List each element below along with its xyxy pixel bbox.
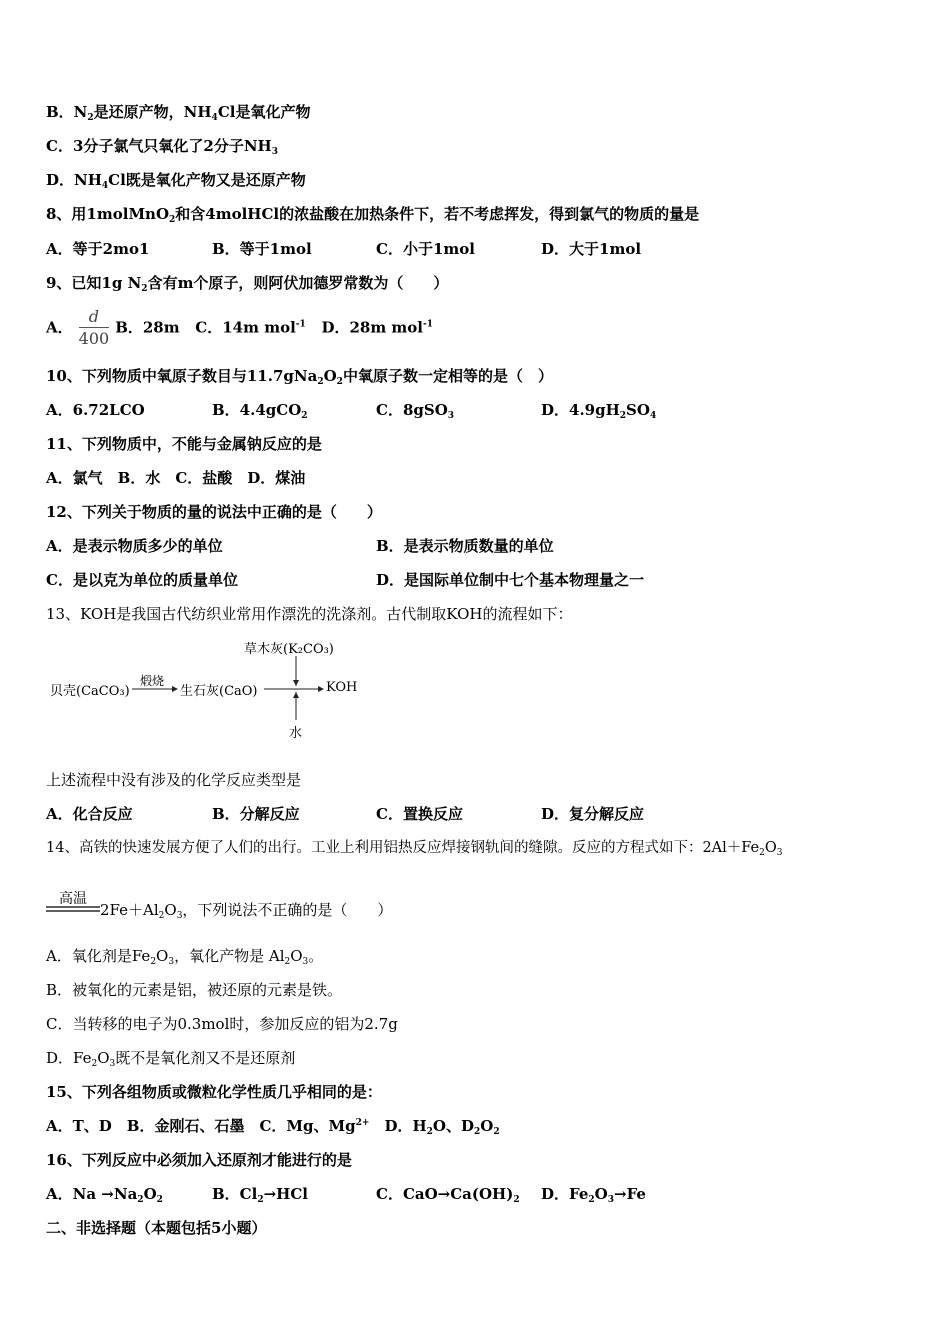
q8-option-d: D．大于1mol — [541, 240, 642, 258]
q13-option-b: B．分解反应 — [212, 805, 300, 823]
q7-option-b: B．$N_2$是还原产物，$NH_4Cl$是氧化产物 — [46, 103, 311, 123]
q11-stem: 11、下列物质中，不能与金属钠反应的是 — [46, 435, 322, 453]
q13-question: 上述流程中没有涉及的化学反应类型是 — [46, 771, 302, 789]
q8-option-c: C．小于1mol — [376, 240, 475, 258]
q14-option-d: D．$Fe_2O_3$既不是氧化剂又不是还原剂 — [46, 1049, 296, 1069]
q12-option-a: A．是表示物质多少的单位 — [46, 537, 223, 555]
q16-option-d: D．$Fe_2O_3\to Fe$ — [541, 1185, 646, 1205]
q14-option-b: B．被氧化的元素是铝，被还原的元素是铁。 — [46, 981, 343, 999]
q14-condition: 高温 — [59, 891, 87, 907]
q10-option-b: B．4.4gCO$_2$ — [212, 401, 308, 421]
q8-option-b: B．等于1mol — [212, 240, 312, 258]
q16-option-c: C．$CaO\to Ca(OH)_2$ — [376, 1185, 520, 1205]
q12-option-c: C．是以克为单位的质量单位 — [46, 571, 238, 589]
q12-option-d: D．是国际单位制中七个基本物理量之一 — [376, 571, 645, 589]
q14-option-a: A．氧化剂是$Fe_2O_3$，氧化产物是 $Al_2O_3$。 — [46, 947, 324, 967]
q13-stem: 13、KOH是我国古代纺织业常用作漂洗的洗涤剂。古代制取KOH的流程如下： — [46, 605, 573, 623]
q7-option-c: C．3分子氯气只氧化了2分子$NH_3$ — [46, 137, 278, 157]
q16-option-b: B．$Cl_2\to HCl$ — [212, 1185, 308, 1205]
q9-options: A． $\frac{d}{400}$ B．28m C．14m mol$^{-1}$ D．28m mol$^{-1}$ — [46, 307, 434, 348]
q8-option-a: A．等于2mo1 — [46, 240, 150, 258]
q10-stem: 10、下列物质中氧原子数目与$11.7gNa_2O_2$中氧原子数一定相等的是（ ） — [46, 367, 553, 387]
flow-left-label: 贝壳(CaCO₃) — [50, 684, 130, 699]
q15-options: A．T、D B．金刚石、石墨 C．Mg、$Mg^{2+}$ D．$H_2O$、$D_2O_2$ — [46, 1117, 500, 1137]
q9-stem: 9、已知1g $N_2$含有m个原子，则阿伏加德罗常数为（ ） — [46, 274, 449, 294]
section-heading: 二、非选择题（本题包括5小题） — [46, 1219, 267, 1237]
koh-flow-diagram — [46, 636, 376, 746]
q11-options: A．氯气 B．水 C．盐酸 D．煤油 — [46, 469, 306, 487]
q14-stem-cont: $2Fe+Al_2O_3$，下列说法不正确的是（ ） — [100, 901, 393, 921]
q8-stem: 8、用1molMnO$_2$和含4molHCl的浓盐酸在加热条件下，若不考虑挥发，得到氯气的物质的量是 — [46, 205, 700, 225]
q12-option-b: B．是表示物质数量的单位 — [376, 537, 554, 555]
flow-middle-label: 生石灰(CaO) — [180, 684, 258, 699]
q15-stem: 15、下列各组物质或微粒化学性质几乎相同的是： — [46, 1083, 382, 1101]
q16-option-a: A．$Na \to Na_2O_2$ — [46, 1185, 163, 1205]
q14-stem: 14、高铁的快速发展方便了人们的出行。工业上利用铝热反应焊接钢轨间的缝隙。反应的方程式如下：$2Al+Fe_2O_3$ — [46, 840, 783, 858]
q13-option-a: A．化合反应 — [46, 805, 133, 823]
q14-option-c: C．当转移的电子为0.3mol时，参加反应的铝为2.7g — [46, 1015, 398, 1033]
equals-double-line — [46, 905, 100, 913]
q13-option-c: C．置换反应 — [376, 805, 463, 823]
q13-option-d: D．复分解反应 — [541, 805, 645, 823]
q9-fraction: $\frac{d}{400}$ — [78, 307, 110, 348]
flow-top-label: 草木灰(K₂CO₃) — [244, 642, 334, 657]
q16-stem: 16、下列反应中必须加入还原剂才能进行的是 — [46, 1151, 352, 1169]
flow-product: KOH — [326, 680, 358, 695]
q10-option-d: D．$4.9gH_2SO_4$ — [541, 401, 657, 421]
flow-bottom-label: 水 — [289, 726, 303, 741]
q10-option-c: C．8gSO$_3$ — [376, 401, 455, 421]
q10-option-a: A．6.72LCO — [46, 401, 145, 419]
flow-arrow-label: 煅烧 — [140, 674, 165, 688]
q7-option-d: D．$NH_4Cl$既是氧化产物又是还原产物 — [46, 171, 306, 191]
q12-stem: 12、下列关于物质的量的说法中正确的是（ ） — [46, 503, 382, 521]
